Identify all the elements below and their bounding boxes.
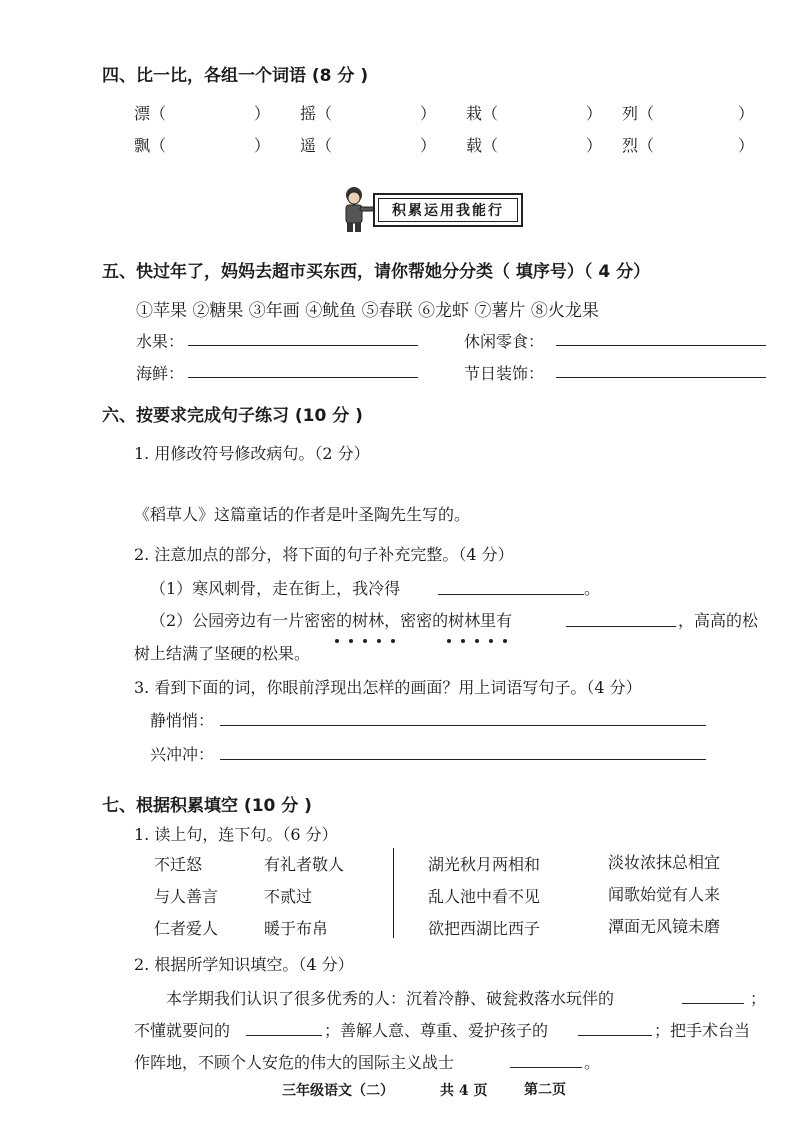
section-4-title: 四、比一比，各组一个词语 (8 分 ) xyxy=(102,66,369,86)
label-seafood: 海鲜： xyxy=(136,364,185,383)
answer-line-seafood[interactable] xyxy=(188,377,418,378)
sentence-6-2-1: （1）寒风刺骨，走在街上，我冷得 xyxy=(150,579,401,598)
emphasis-dots xyxy=(330,628,400,647)
sentence-6-2-2-wrap: 树上结满了坚硬的松果。 xyxy=(134,644,311,663)
fill-text: 不懂就要问的 xyxy=(134,1021,231,1040)
match-item[interactable]: 不贰过 xyxy=(264,887,313,906)
word-char: 遥（ xyxy=(300,136,333,155)
match-item[interactable]: 淡妆浓抹总相宜 xyxy=(608,853,721,872)
sentence-6-2-1-end: 。 xyxy=(584,579,601,598)
fill-text: ；善解人意、尊重、爱护孩子的 xyxy=(324,1021,549,1040)
word-char: 漂（ xyxy=(134,104,167,123)
match-item[interactable]: 湖光秋月两相和 xyxy=(428,855,541,874)
match-item[interactable]: 欲把西湖比西子 xyxy=(428,919,541,938)
match-item[interactable]: 乱人池中看不见 xyxy=(428,887,541,906)
word-char: 摇（ xyxy=(300,104,333,123)
fill-text: 作阵地，不顾个人安危的伟大的国际主义战士 xyxy=(134,1053,455,1072)
question-6-3: 3. 看到下面的词，你眼前浮现出怎样的画面？用上词语写句子。（4 分） xyxy=(134,678,642,697)
fill-text: ； xyxy=(750,989,767,1008)
footer-total: 共 4 页 xyxy=(440,1083,488,1099)
match-item[interactable]: 有礼者敬人 xyxy=(264,855,345,874)
answer-line-decor[interactable] xyxy=(556,377,766,378)
word-char: 列（ xyxy=(622,104,655,123)
answer-line-6-2-1[interactable] xyxy=(438,594,584,595)
question-7-1: 1. 读上句，连下句。（6 分） xyxy=(134,825,338,844)
footer-page: 第二页 xyxy=(524,1082,566,1098)
banner-text: 积累运用我能行 xyxy=(378,198,518,222)
item-list: ①苹果 ②糖果 ③年画 ④鱿鱼 ⑤春联 ⑥龙虾 ⑦薯片 ⑧火龙果 xyxy=(136,301,599,321)
answer-line-7-2-b[interactable] xyxy=(246,1035,322,1036)
word-char: 烈（ xyxy=(622,136,655,155)
section-6-title: 六、按要求完成句子练习 (10 分 ) xyxy=(102,406,363,426)
question-6-2: 2. 注意加点的部分，将下面的句子补充完整。（4 分） xyxy=(134,545,514,564)
word-char: 载（ xyxy=(466,136,499,155)
boy-pointing-icon xyxy=(337,185,377,233)
match-item[interactable]: 不迁怒 xyxy=(154,855,203,874)
answer-line-6-2-2[interactable] xyxy=(566,626,676,627)
section-7-title: 七、根据积累填空 (10 分 ) xyxy=(102,796,312,816)
word-char: 飘（ xyxy=(134,136,167,155)
match-item[interactable]: 闻歌始觉有人来 xyxy=(608,885,721,904)
match-item[interactable]: 与人善言 xyxy=(154,887,219,906)
label-word-1: 静悄悄： xyxy=(150,711,215,730)
answer-line-snack[interactable] xyxy=(556,345,766,346)
answer-line-7-2-a[interactable] xyxy=(682,1003,744,1004)
match-item[interactable]: 仁者爱人 xyxy=(154,919,219,938)
fill-text: 本学期我们认识了很多优秀的人：沉着冷静、破瓮救落水玩伴的 xyxy=(166,989,615,1008)
label-snack: 休闲零食： xyxy=(464,332,545,351)
fill-text: ；把手术台当 xyxy=(654,1021,751,1040)
sentence-6-2-2: （2）公园旁边有一片密密的树林，密密的树林里有 xyxy=(150,611,513,630)
paren-close: ） xyxy=(738,104,755,123)
question-7-2: 2. 根据所学知识填空。（4 分） xyxy=(134,955,354,974)
paren-close: ） xyxy=(738,136,755,155)
emphasis-dots xyxy=(442,628,512,647)
paren-close: ） xyxy=(586,104,603,123)
sentence-6-2-2-cont: ，高高的松 xyxy=(678,611,759,630)
paren-close: ） xyxy=(254,104,271,123)
section-5-title: 五、快过年了，妈妈去超市买东西，请你帮她分分类（ 填序号）（ 4 分） xyxy=(102,262,651,282)
label-decor: 节日装饰： xyxy=(464,364,545,383)
answer-line-word-2[interactable] xyxy=(220,759,706,760)
faulty-sentence: 《稻草人》这篇童话的作者是叶圣陶先生写的。 xyxy=(134,505,471,524)
paren-close: ） xyxy=(586,136,603,155)
footer-subject: 三年级语文（二） xyxy=(282,1083,394,1099)
answer-line-7-2-c[interactable] xyxy=(578,1035,652,1036)
paren-close: ） xyxy=(254,136,271,155)
match-item[interactable]: 暖于布帛 xyxy=(264,919,329,938)
section-banner xyxy=(373,193,523,227)
answer-line-word-1[interactable] xyxy=(220,725,706,726)
fill-text: 。 xyxy=(584,1053,601,1072)
label-word-2: 兴冲冲： xyxy=(150,745,215,764)
paren-close: ） xyxy=(420,136,437,155)
paren-close: ） xyxy=(420,104,437,123)
column-divider xyxy=(393,848,394,938)
answer-line-fruit[interactable] xyxy=(188,345,418,346)
label-fruit: 水果： xyxy=(136,332,185,351)
answer-line-7-2-d[interactable] xyxy=(510,1067,582,1068)
word-char: 栽（ xyxy=(466,104,499,123)
question-6-1: 1. 用修改符号修改病句。（2 分） xyxy=(134,444,370,463)
match-item[interactable]: 潭面无风镜未磨 xyxy=(608,917,721,936)
